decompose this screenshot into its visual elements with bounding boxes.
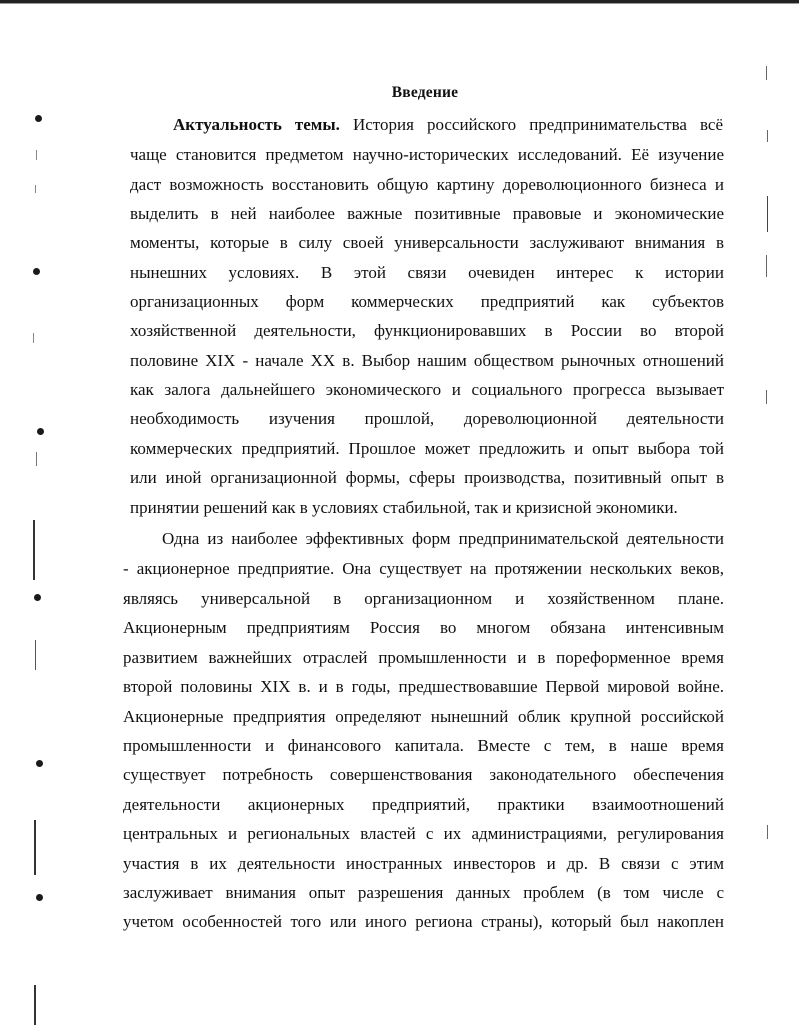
page-heading: Введение — [391, 84, 459, 101]
paragraph-line: Одна из наиболее эффективных форм предпринимательской деятельности — [162, 529, 724, 548]
paragraph-line: участия в их деятельности иностранных инвесторов и др. В связи с этим — [123, 854, 724, 873]
scan-artifact — [767, 825, 768, 839]
paragraph-line: как залога дальнейшего экономического и социального прогресса вызывает — [130, 380, 724, 399]
punch-hole-mark — [36, 760, 43, 767]
paragraph-line: коммерческих предприятий. Прошлое может предложить и опыт выбора той — [130, 439, 724, 458]
paragraph-line: - акционерное предприятие. Она существует на протяжении нескольких веков, — [123, 559, 724, 578]
scan-artifact — [767, 130, 768, 142]
paragraph-line: моменты, которые в силу своей универсальности заслуживают внимания в — [130, 233, 724, 252]
paragraph-line: или иной организационной формы, сферы производства, позитивный опыт в — [130, 468, 724, 487]
paragraph-line: даст возможность восстановить общую картину дореволюционного бизнеса и — [130, 175, 724, 194]
paragraph-line: Акционерные предприятия определяют нынешний облик крупной российской — [123, 707, 724, 726]
scan-artifact — [33, 520, 35, 580]
paragraph-line: центральных и региональных властей с их администрациями, регулирования — [123, 824, 724, 843]
paragraph-line: хозяйственной деятельности, функционировавших в России во второй — [130, 321, 724, 340]
scan-artifact — [35, 640, 36, 670]
paragraph-line: являясь универсальной в организационном и хозяйственном плане. — [123, 589, 724, 608]
scan-artifact — [34, 985, 36, 1025]
paragraph-line: половине XIX - начале XX в. Выбор нашим обществом рыночных отношений — [130, 351, 724, 370]
paragraph-line: нынешних условиях. В этой связи очевиден интерес к истории — [130, 263, 724, 282]
lead-bold-text: Актуальность темы. — [173, 115, 340, 134]
paragraph-line: чаще становится предметом научно-исторических исследований. Её изучение — [130, 145, 724, 164]
punch-hole-mark — [33, 268, 40, 275]
punch-hole-mark — [36, 894, 43, 901]
paragraph-line: необходимость изучения прошлой, дореволюционной деятельности — [130, 409, 724, 428]
punch-hole-mark — [37, 428, 44, 435]
scan-artifact — [36, 150, 37, 160]
paragraph-line: Акционерным предприятиям Россия во многом обязана интенсивным — [123, 618, 724, 637]
punch-hole-mark — [35, 115, 42, 122]
paragraph-line: деятельности акционерных предприятий, практики взаимоотношений — [123, 795, 724, 814]
paragraph-line: промышленности и финансового капитала. Вместе с тем, в наше время — [123, 736, 724, 755]
scan-artifact — [33, 333, 34, 343]
paragraph-line: развитием важнейших отраслей промышленности и в пореформенное время — [123, 648, 724, 667]
scan-artifact — [34, 820, 36, 875]
scan-artifact — [36, 452, 37, 466]
scan-edge-shadow — [0, 3, 799, 4]
scan-artifact — [766, 66, 767, 80]
paragraph-line: организационных форм коммерческих предприятий как субъектов — [130, 292, 724, 311]
lead-text: История российского предпринимательства всё — [352, 115, 724, 134]
paragraph-line: заслуживает внимания опыт разрешения данных проблем (в том числе с — [123, 883, 724, 902]
scan-artifact — [766, 390, 767, 404]
paragraph-line: выделить в ней наиболее важные позитивные правовые и экономические — [130, 204, 724, 223]
paragraph-line: принятии решений как в условиях стабильной, так и кризисной экономики. — [130, 498, 678, 517]
paragraph-line: существует потребность совершенствования законодательного обеспечения — [123, 765, 724, 784]
paragraph-line: учетом особенностей того или иного региона страны), который был накоплен — [123, 912, 724, 931]
punch-hole-mark — [34, 594, 41, 601]
scan-artifact — [767, 196, 768, 232]
scan-artifact — [35, 185, 36, 193]
scan-artifact — [766, 255, 767, 277]
paragraph-line — [173, 114, 723, 136]
paragraph-line: второй половины XIX в. и в годы, предшествовавшие Первой мировой войне. — [123, 677, 724, 696]
